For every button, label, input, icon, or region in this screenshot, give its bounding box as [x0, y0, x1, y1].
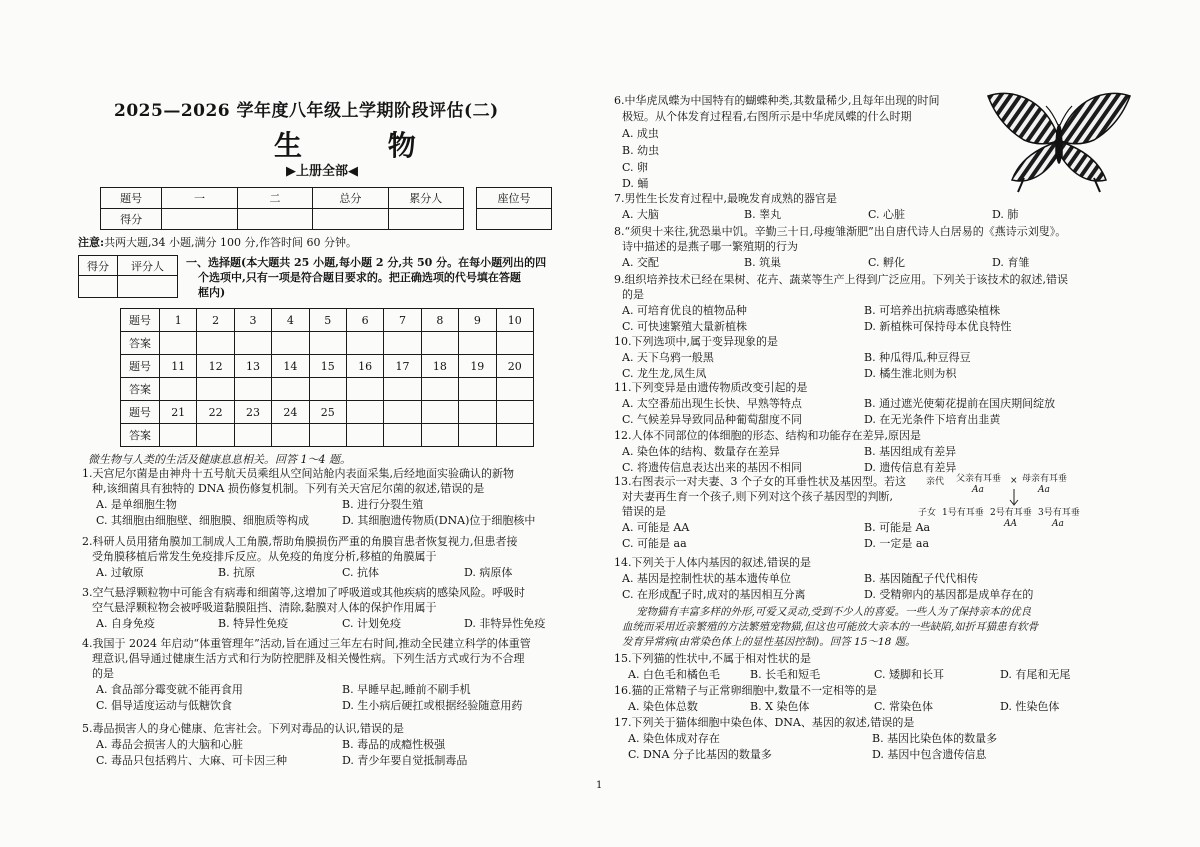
pedigree-diagram [918, 472, 1132, 532]
question-stem-line: 7.男性生长发育过程中,最晚发育成熟的器官是 [614, 192, 837, 205]
question-option[interactable]: D. 遗传信息有差异 [864, 461, 957, 474]
score-table-cell: 题号 [101, 188, 162, 209]
answer-input-cell[interactable] [160, 378, 197, 401]
pedigree-child-3: 3号有耳垂 [1038, 508, 1080, 518]
question-option[interactable]: B. 长毛和短毛 [750, 668, 821, 681]
pedigree-child-1: 1号有耳垂 [942, 508, 984, 518]
question-option[interactable]: A. 天下乌鸦一般黑 [622, 351, 714, 364]
answer-input-cell[interactable] [459, 332, 496, 355]
question-option[interactable]: A. 毒品会损害人的大脑和心脏 [96, 738, 243, 751]
exam-title: 2025—2026 学年度八年级上学期阶段评估(二) [114, 101, 499, 121]
intro-15-18-line: 发育异常病(由常染色体上的显性基因控制)。回答 15～18 题。 [622, 636, 916, 648]
question-option[interactable]: C. 可能是 aa [622, 537, 687, 550]
answer-input-cell[interactable] [421, 378, 458, 401]
question-6-stem-line: 6.中华虎凤蝶为中国特有的蝴蝶种类,其数量稀少,且每年出现的时间 [614, 94, 940, 107]
question-option[interactable]: C. 计划免疫 [342, 617, 402, 630]
grader-name-input[interactable] [118, 276, 178, 298]
answer-input-cell[interactable] [459, 378, 496, 401]
score-input-cell[interactable] [313, 209, 388, 230]
score-table-cell: 得分 [101, 209, 162, 230]
answer-grid-question-number: 5 [309, 309, 346, 332]
score-table-cell: 总分 [313, 188, 388, 209]
question-option[interactable]: A. 染色体总数 [628, 700, 698, 713]
question-option[interactable]: C. 气候差异导致同品种葡萄甜度不同 [622, 413, 803, 426]
question-6-stem-line: 极短。从个体发育过程看,右图所示是中华虎凤蝶的什么时期 [622, 110, 912, 123]
answer-grid-question-number [459, 401, 496, 424]
butterfly-image [984, 88, 1134, 196]
question-stem-line: 14.下列关于人体内基因的叙述,错误的是 [614, 556, 811, 569]
question-option[interactable]: D. 非特异性免疫 [464, 617, 546, 630]
pedigree-mother: 母亲有耳垂 [1022, 474, 1068, 484]
pedigree-lines [926, 472, 1132, 532]
answer-input-cell[interactable] [309, 378, 346, 401]
subject-title: 生 物 [274, 129, 454, 162]
answer-grid-question-number: 1 [160, 309, 197, 332]
pedigree-child-3-genotype: Aa [1052, 519, 1064, 529]
answer-input-cell[interactable] [234, 332, 271, 355]
seat-input-cell[interactable] [477, 209, 552, 230]
answer-input-cell[interactable] [421, 332, 458, 355]
question-stem-line: 8.“须臾十来往,犹恐巢中饥。辛勤三十日,母瘦雏渐肥”出自唐代诗人白居易的《燕诗示刘叟》。 [614, 225, 1067, 238]
answer-input-cell[interactable] [384, 424, 421, 447]
answer-input-cell[interactable] [272, 332, 309, 355]
answer-grid-question-number: 11 [160, 355, 197, 378]
answer-grid-question-number: 19 [459, 355, 496, 378]
question-option[interactable]: A. 大脑 [622, 208, 659, 221]
answer-input-cell[interactable] [384, 378, 421, 401]
answer-input-cell[interactable] [496, 332, 533, 355]
question-option[interactable]: B. 筑巢 [744, 256, 782, 269]
question-option[interactable]: D. 在无光条件下培育出韭黄 [864, 413, 1001, 426]
score-table-cell: 一 [162, 188, 237, 209]
question-option[interactable]: B. 可能是 Aa [864, 521, 931, 534]
question-option[interactable]: B. 早睡早起,睡前不刷手机 [342, 683, 471, 696]
question-option[interactable]: B. 毒品的成瘾性极强 [342, 738, 446, 751]
question-stem-line: 2.科研人员用猪角膜加工制成人工角膜,帮助角膜损伤严重的角膜盲患者恢复视力,但患者接 [82, 535, 518, 548]
question-option[interactable]: C. 将遗传信息表达出来的基因不相同 [622, 461, 803, 474]
question-stem-line: 9.组织培养技术已经在果树、花卉、蔬菜等生产上得到广泛应用。下列关于该技术的叙述,错误 [614, 273, 1068, 286]
question-stem-line: 10.下列选项中,属于变异现象的是 [614, 335, 778, 348]
pedigree-child-2: 2号有耳垂 [990, 508, 1032, 518]
question-option[interactable]: A. 可能是 AA [622, 521, 690, 534]
answer-input-cell[interactable] [272, 378, 309, 401]
scope-label: ▶上册全部◀ [286, 164, 358, 179]
question-option[interactable]: A. 过敏原 [96, 566, 144, 579]
question-option[interactable]: A. 染色体的结构、数量存在差异 [622, 445, 780, 458]
answer-input-cell[interactable] [197, 332, 234, 355]
question-option[interactable]: B. 抗原 [218, 566, 256, 579]
answer-grid-question-number: 6 [346, 309, 383, 332]
answer-grid-question-number: 21 [160, 401, 197, 424]
score-input-cell[interactable] [388, 209, 463, 230]
question-option[interactable]: D. 病原体 [464, 566, 513, 579]
question-option[interactable]: A. 可培育优良的植物品种 [622, 304, 747, 317]
question-option[interactable]: A. 白色毛和橘色毛 [628, 668, 720, 681]
question-stem-line: 受角膜移植后常发生免疫排斥反应。从免疫的角度分析,移植的角膜属于 [92, 550, 437, 563]
question-stem-line: 的是 [622, 288, 644, 301]
pedigree-father-genotype: Aa [972, 485, 984, 495]
question-6-option[interactable]: D. 蛹 [622, 177, 649, 190]
question-stem-line: 空气悬浮颗粒物会被呼吸道黏膜阻挡、清除,黏膜对人体的保护作用属于 [92, 601, 437, 614]
pedigree-mother-genotype: Aa [1038, 485, 1050, 495]
question-stem-line: 12.人体不同部位的体细胞的形态、结构和功能存在差异,原因是 [614, 429, 921, 442]
pedigree-child-label: 子女 [918, 508, 937, 518]
question-option[interactable]: D. 肺 [992, 208, 1019, 221]
answer-grid-question-number [384, 401, 421, 424]
answer-grid-question-number: 9 [459, 309, 496, 332]
question-option[interactable]: B. X 染色体 [750, 700, 810, 713]
question-6-option[interactable]: A. 成虫 [622, 127, 659, 140]
seat-label: 座位号 [477, 188, 552, 209]
question-option[interactable]: D. 橘生淮北则为枳 [864, 367, 957, 380]
grader-box-grader-label: 评分人 [118, 256, 178, 276]
question-stem-line: 对夫妻再生育一个孩子,则下列对这个孩子基因型的判断, [622, 490, 893, 503]
score-input-cell[interactable] [237, 209, 312, 230]
question-option[interactable]: D. 有尾和无尾 [1000, 668, 1071, 681]
question-stem-line: 17.下列关于猫体细胞中染色体、DNA、基因的叙述,错误的是 [614, 716, 915, 729]
question-option[interactable]: B. 特异性免疫 [218, 617, 289, 630]
question-option[interactable]: D. 一定是 aa [864, 537, 930, 550]
answer-input-cell[interactable] [346, 378, 383, 401]
answer-grid-question-number: 22 [197, 401, 234, 424]
answer-input-cell[interactable] [272, 424, 309, 447]
answer-input-cell[interactable] [496, 378, 533, 401]
answer-grid-question-number: 16 [346, 355, 383, 378]
answer-grid-label: 题号 [121, 355, 160, 378]
question-option[interactable]: B. 可培养出抗病毒感染植株 [864, 304, 1001, 317]
question-option[interactable]: C. DNA 分子比基因的数量多 [628, 748, 772, 761]
intro-15-18-line: 血统而采用近亲繁殖的方法繁殖宠物猫,但这也可能放大亲本的一些缺陷,如折耳猫患有软骨 [622, 621, 1039, 633]
page-number: 1 [596, 780, 603, 791]
question-6-option[interactable]: B. 幼虫 [622, 144, 660, 157]
answer-grid-question-number: 4 [272, 309, 309, 332]
question-stem-line: 4.我国于 2024 年启动“体重管理年”活动,旨在通过三年左右时间,推动全民建立科学的体重管 [82, 637, 531, 650]
question-stem-line: 1.天宫尼尔菌是由神舟十五号航天员乘组从空间站舱内表面采集,后经地面实验确认的新物 [82, 467, 514, 480]
question-option[interactable]: A. 自身免疫 [96, 617, 155, 630]
question-option[interactable]: D. 基因中包含遗传信息 [872, 748, 987, 761]
question-stem-line: 种,该细菌具有独特的 DNA 损伤修复机制。下列有关天宫尼尔菌的叙述,错误的是 [92, 482, 485, 495]
answer-input-cell[interactable] [496, 424, 533, 447]
question-stem-line: 13.右图表示一对夫妻、3 个子女的耳垂性状及基因型。若这 [614, 475, 906, 488]
intro-1-4: 微生物与人类的生活及健康息息相关。回答 1～4 题。 [88, 453, 351, 466]
score-table [100, 187, 464, 230]
notice-text: 共两大题,34 小题,满分 100 分,作答时间 60 分钟。 [104, 236, 358, 249]
question-option[interactable]: A. 是单细胞生物 [96, 498, 177, 511]
seat-table [476, 187, 552, 230]
answer-grid-question-number [421, 401, 458, 424]
answer-grid-label: 题号 [121, 401, 160, 424]
answer-grid-label: 答案 [121, 332, 160, 355]
notice [78, 236, 357, 250]
question-option[interactable]: C. 抗体 [342, 566, 380, 579]
answer-grid-question-number: 2 [197, 309, 234, 332]
score-input-cell[interactable] [162, 209, 237, 230]
score-table-cell: 累分人 [388, 188, 463, 209]
answer-input-cell[interactable] [234, 378, 271, 401]
question-stem-line: 5.毒品损害人的身心健康、危害社会。下列对毒品的认识,错误的是 [82, 722, 404, 735]
question-option[interactable]: A. 交配 [622, 256, 659, 269]
question-option[interactable]: D. 新植株可保持母本优良特性 [864, 320, 1012, 333]
answer-grid-question-number: 15 [309, 355, 346, 378]
answer-grid-question-number: 8 [421, 309, 458, 332]
question-option[interactable]: C. 孵化 [868, 256, 906, 269]
answer-input-cell[interactable] [346, 424, 383, 447]
question-option[interactable]: A. 太空番茄出现生长快、早熟等特点 [622, 397, 802, 410]
answer-input-cell[interactable] [421, 424, 458, 447]
answer-grid-question-number: 7 [384, 309, 421, 332]
score-table-cell: 二 [237, 188, 312, 209]
answer-input-cell[interactable] [197, 424, 234, 447]
question-stem-line: 3.空气悬浮颗粒物中可能含有病毒和细菌等,这增加了呼吸道或其他疾病的感染风险。呼吸时 [82, 586, 525, 599]
answer-grid-label: 答案 [121, 424, 160, 447]
pedigree-child-2-genotype: AA [1004, 519, 1017, 529]
answer-input-cell[interactable] [309, 332, 346, 355]
notice-label: 注意: [78, 236, 105, 249]
answer-grid-label: 答案 [121, 378, 160, 401]
answer-grid-question-number: 12 [197, 355, 234, 378]
question-option[interactable]: B. 基因随配子代代相传 [864, 572, 979, 585]
answer-input-cell[interactable] [346, 332, 383, 355]
answer-input-cell[interactable] [309, 424, 346, 447]
question-option[interactable]: B. 基因比染色体的数量多 [872, 732, 998, 745]
question-stem-line: 15.下列猫的性状中,不属于相对性状的是 [614, 652, 811, 665]
question-option[interactable]: B. 种瓜得瓜,种豆得豆 [864, 351, 971, 364]
answer-input-cell[interactable] [160, 424, 197, 447]
question-option[interactable]: C. 常染色体 [874, 700, 934, 713]
question-option[interactable]: B. 进行分裂生殖 [342, 498, 424, 511]
answer-input-cell[interactable] [160, 332, 197, 355]
question-option[interactable]: A. 基因是控制性状的基本遗传单位 [622, 572, 791, 585]
section1-instructions-line1: 一、选择题(本大题共 25 小题,每小题 2 分,共 50 分。在每小题列出的四 [186, 256, 547, 269]
question-option[interactable]: A. 食品部分霉变就不能再食用 [96, 683, 243, 696]
answer-grid-question-number: 10 [496, 309, 533, 332]
question-option[interactable]: D. 育雏 [992, 256, 1030, 269]
question-stem-line: 16.猫的正常精子与正常卵细胞中,数量不一定相等的是 [614, 684, 877, 697]
question-option[interactable]: D. 性染色体 [1000, 700, 1060, 713]
question-stem-line: 的是 [92, 667, 114, 680]
question-stem-line: 理意识,倡导通过健康生活方式和行为防控肥胖及相关慢性病。下列生活方式或行为不合理 [92, 652, 525, 665]
question-option[interactable]: C. 龙生龙,凤生凤 [622, 367, 707, 380]
answer-grid-question-number [496, 401, 533, 424]
question-option[interactable]: B. 基因组成有差异 [864, 445, 957, 458]
question-6-option[interactable]: C. 卵 [622, 161, 649, 174]
answer-grid-question-number: 18 [421, 355, 458, 378]
grader-score-input[interactable] [79, 276, 118, 298]
question-option[interactable]: C. 毒品只包括鸦片、大麻、可卡因三种 [96, 754, 288, 767]
answer-grid-question-number: 13 [234, 355, 271, 378]
question-stem-line: 错误的是 [622, 505, 666, 518]
question-option[interactable]: C. 可快速繁殖大量新植株 [622, 320, 748, 333]
question-option[interactable]: C. 其细胞由细胞壁、细胞膜、细胞质等构成 [96, 514, 310, 527]
answer-input-cell[interactable] [234, 424, 271, 447]
answer-grid-question-number: 24 [272, 401, 309, 424]
pedigree-cross: × [1010, 476, 1018, 486]
answer-grid-question-number: 3 [234, 309, 271, 332]
grader-box-score-label: 得分 [79, 256, 118, 276]
grader-box [78, 255, 178, 298]
question-option[interactable]: C. 倡导适度运动与低糖饮食 [96, 699, 233, 712]
answer-input-cell[interactable] [459, 424, 496, 447]
answer-grid-question-number: 23 [234, 401, 271, 424]
answer-grid [120, 308, 534, 447]
question-stem-line: 诗中描述的是燕子哪一繁殖期的行为 [622, 240, 798, 253]
answer-input-cell[interactable] [384, 332, 421, 355]
question-option[interactable]: D. 其细胞遗传物质(DNA)位于细胞核中 [342, 514, 536, 527]
answer-grid-question-number: 25 [309, 401, 346, 424]
pedigree-parents-label: 亲代 [926, 477, 945, 487]
question-option[interactable]: D. 受精卵内的基因都是成单存在的 [864, 588, 1034, 601]
answer-input-cell[interactable] [197, 378, 234, 401]
question-option[interactable]: C. 矮脚和长耳 [874, 668, 945, 681]
question-stem-line: 11.下列变异是由遗传物质改变引起的是 [614, 381, 808, 394]
answer-grid-question-number: 20 [496, 355, 533, 378]
question-option[interactable]: A. 染色体成对存在 [628, 732, 720, 745]
question-option[interactable]: D. 青少年要自觉抵制毒品 [342, 754, 468, 767]
answer-grid-question-number: 14 [272, 355, 309, 378]
intro-15-18-line: 宠物猫有丰富多样的外形,可爱又灵动,受到不少人的喜爱。一些人为了保持亲本的优良 [636, 606, 1032, 618]
answer-grid-question-number [346, 401, 383, 424]
question-option[interactable]: D. 生小病后硬扛或根据经验随意用药 [342, 699, 523, 712]
question-option[interactable]: B. 睾丸 [744, 208, 782, 221]
answer-grid-question-number: 17 [384, 355, 421, 378]
question-option[interactable]: C. 心脏 [868, 208, 906, 221]
answer-grid-label: 题号 [121, 309, 160, 332]
pedigree-father: 父亲有耳垂 [956, 474, 1002, 484]
section1-instructions-line3: 框内) [198, 286, 226, 299]
question-option[interactable]: C. 在形成配子时,成对的基因相互分离 [622, 588, 806, 601]
section1-instructions-line2: 个选项中,只有一项是符合题目要求的。把正确选项的代号填在答题 [198, 271, 521, 284]
question-option[interactable]: B. 通过遮光使菊花提前在国庆期间绽放 [864, 397, 1056, 410]
